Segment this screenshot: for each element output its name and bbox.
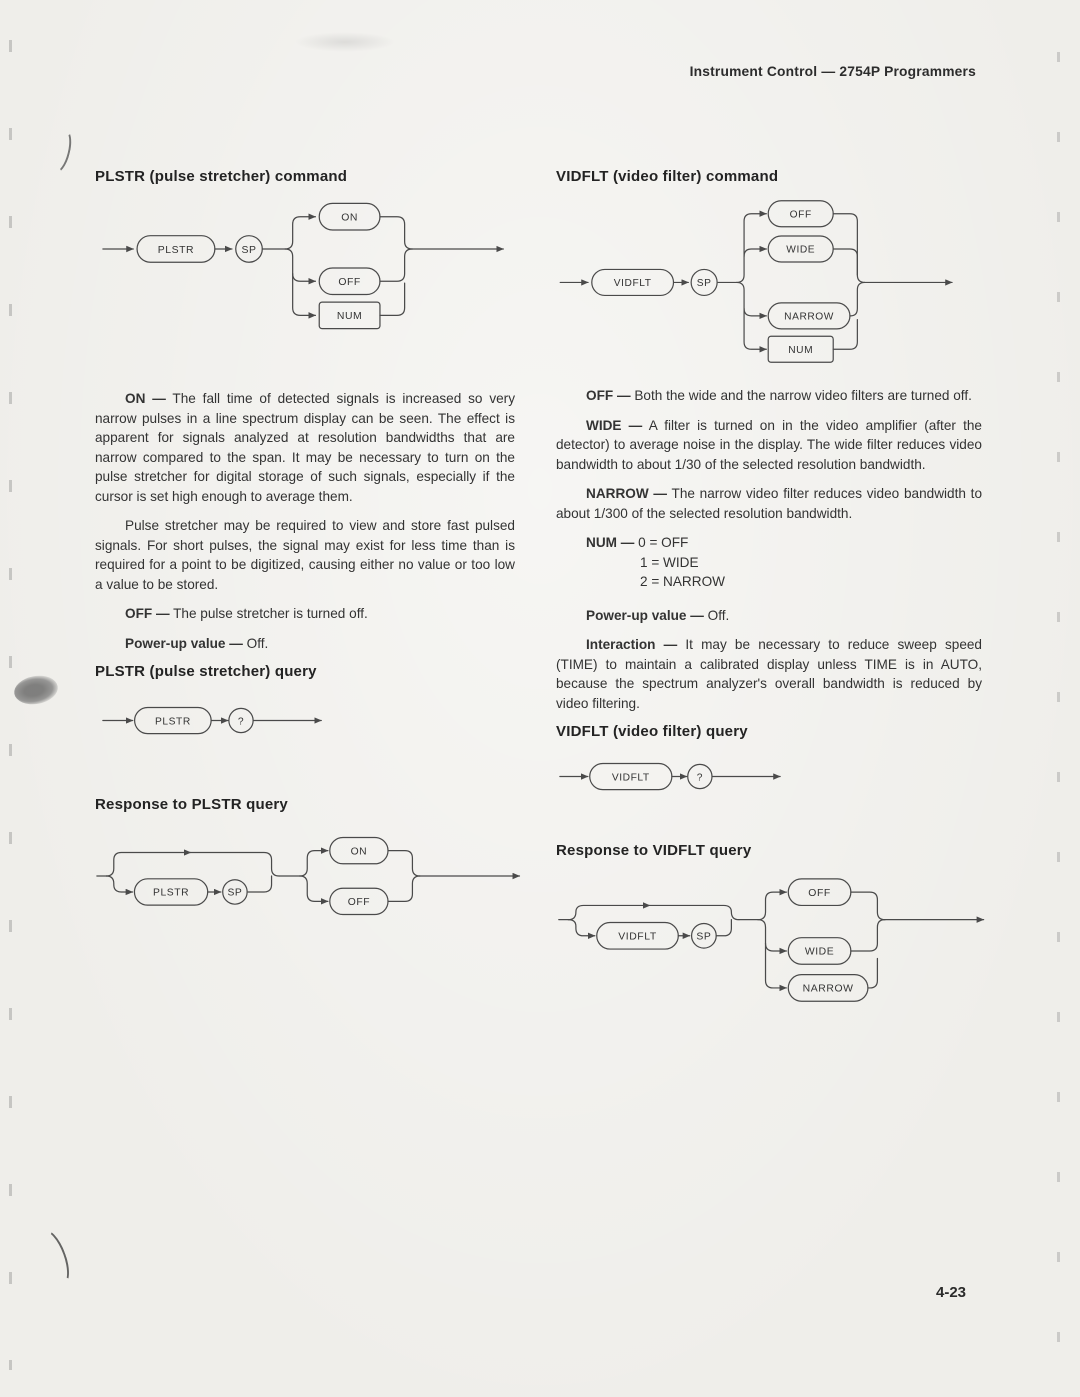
paragraph-lead: OFF — xyxy=(586,388,631,403)
vidflt-query-railroad xyxy=(558,756,838,798)
right-column xyxy=(556,168,982,1005)
label-num: NUM xyxy=(788,345,814,356)
railroad-shapes xyxy=(590,763,712,789)
vidflt-response-diagram xyxy=(556,877,982,1005)
label-num: NUM xyxy=(336,311,363,323)
vidflt-command-diagram xyxy=(558,197,982,366)
heading-vidflt-response: Response to VIDFLT query xyxy=(556,842,752,859)
heading-vidflt-command: VIDFLT (video filter) command xyxy=(556,168,779,185)
num-line: 1 = WIDE xyxy=(640,554,699,570)
page-number: 4-23 xyxy=(936,1284,967,1301)
left-column xyxy=(95,168,515,923)
scan-pen-mark-bottom xyxy=(31,1225,76,1290)
label-vidflt: VIDFLT xyxy=(611,772,650,784)
heading-plstr-response: Response to PLSTR query xyxy=(95,796,288,813)
paragraph-off: OFF — The pulse stretcher is turned off. xyxy=(125,606,368,621)
paragraph-lead: Power-up value — xyxy=(586,607,704,623)
paragraph-lead: NARROW — xyxy=(586,486,668,501)
label-plstr: PLSTR xyxy=(154,716,191,728)
label-sp: SP xyxy=(227,887,243,899)
vidflt-query-diagram xyxy=(558,756,982,798)
railroad-shapes xyxy=(135,707,254,733)
vidflt-response-railroad xyxy=(556,877,994,1005)
plstr-response-railroad xyxy=(95,829,527,923)
label-plstr: PLSTR xyxy=(157,244,195,256)
heading-vidflt-query: VIDFLT (video filter) query xyxy=(556,723,748,740)
label-query: ? xyxy=(237,716,245,728)
plstr-query-railroad xyxy=(101,700,381,742)
label-on: ON xyxy=(341,212,358,224)
paragraph-wide: WIDE — A filter is turned on in the video amplifier (after the detector) to average noise in the display. The wide filter reduces video bandwidth to about 1/30 of the selected resolution bandwidth. xyxy=(556,417,982,472)
num-values-block xyxy=(556,533,982,592)
plstr-response-diagram xyxy=(95,829,515,923)
paragraph-off: OFF — Both the wide and the narrow video filters are turned off. xyxy=(586,388,972,403)
paragraph-pulse-stretcher: Pulse stretcher may be required to view and store fast pulsed signals. For short pulses, the signal may exist for less time than is required for a point to be digitized, causing either no value or too low a value to be stored. xyxy=(95,518,515,592)
vidflt-command-railroad xyxy=(558,197,958,366)
scan-smudge-faint xyxy=(295,32,395,52)
label-narrow: NARROW xyxy=(784,311,834,323)
scan-edge-marks-left xyxy=(9,40,12,1370)
paragraph-lead: Power-up value — xyxy=(125,635,243,651)
paragraph-powerup: Power-up value — Off. xyxy=(125,635,269,651)
paragraph-lead: Interaction — xyxy=(586,637,678,652)
plstr-command-diagram xyxy=(101,199,515,335)
label-off: OFF xyxy=(808,887,831,899)
num-line: 2 = NARROW xyxy=(640,574,725,589)
heading-plstr-query: PLSTR (pulse stretcher) query xyxy=(95,663,317,680)
paragraph-lead: OFF — xyxy=(125,606,170,621)
plstr-command-railroad xyxy=(101,199,509,335)
scan-edge-marks-right xyxy=(1057,52,1060,1372)
label-query: ? xyxy=(696,772,703,784)
plstr-query-diagram xyxy=(101,700,515,742)
label-on: ON xyxy=(350,846,368,858)
num-line: NUM — 0 = OFF xyxy=(586,535,689,550)
label-sp: SP xyxy=(696,278,712,290)
paragraph-narrow: NARROW — The narrow video filter reduces video bandwidth to about 1/300 of the selected resolution bandwidth. xyxy=(556,486,983,521)
paragraph-lead: ON — xyxy=(125,391,166,406)
label-off: OFF xyxy=(347,897,371,909)
label-off: OFF xyxy=(338,277,361,289)
scan-smudge xyxy=(12,672,60,707)
scan-pen-mark-top xyxy=(45,126,76,175)
label-vidflt: VIDFLT xyxy=(618,931,657,943)
running-header: Instrument Control — 2754P Programmers xyxy=(689,64,976,79)
label-off: OFF xyxy=(789,209,812,221)
railroad-lines xyxy=(103,217,503,316)
paragraph-on: ON — The fall time of detected signals is increased so very narrow pulses in a line spectrum display can be seen. The effect is apparent for signals analyzed at resolution bandwidths that are narrow compared to the span. It may be necessary to turn on the pulse stretcher for digital storage of such signals, especially if the cursor is set high enough to average them. xyxy=(95,391,516,504)
heading-plstr-command: PLSTR (pulse stretcher) command xyxy=(95,168,348,185)
label-plstr: PLSTR xyxy=(153,887,190,899)
label-sp: SP xyxy=(696,931,712,943)
paragraph-interaction: Interaction — It may be necessary to reduce sweep speed (TIME) to maintain a calibrated display unless TIME is in AUTO, because the spectrum analyzer's overall bandwidth is reduced by video filtering. xyxy=(556,637,982,711)
label-sp: SP xyxy=(241,244,257,256)
label-vidflt: VIDFLT xyxy=(613,278,652,290)
paragraph-lead: WIDE — xyxy=(586,417,643,433)
paragraph-powerup: Power-up value — Off. xyxy=(586,607,730,623)
label-wide: WIDE xyxy=(804,946,835,958)
label-narrow: NARROW xyxy=(802,983,854,995)
label-wide: WIDE xyxy=(786,244,816,256)
